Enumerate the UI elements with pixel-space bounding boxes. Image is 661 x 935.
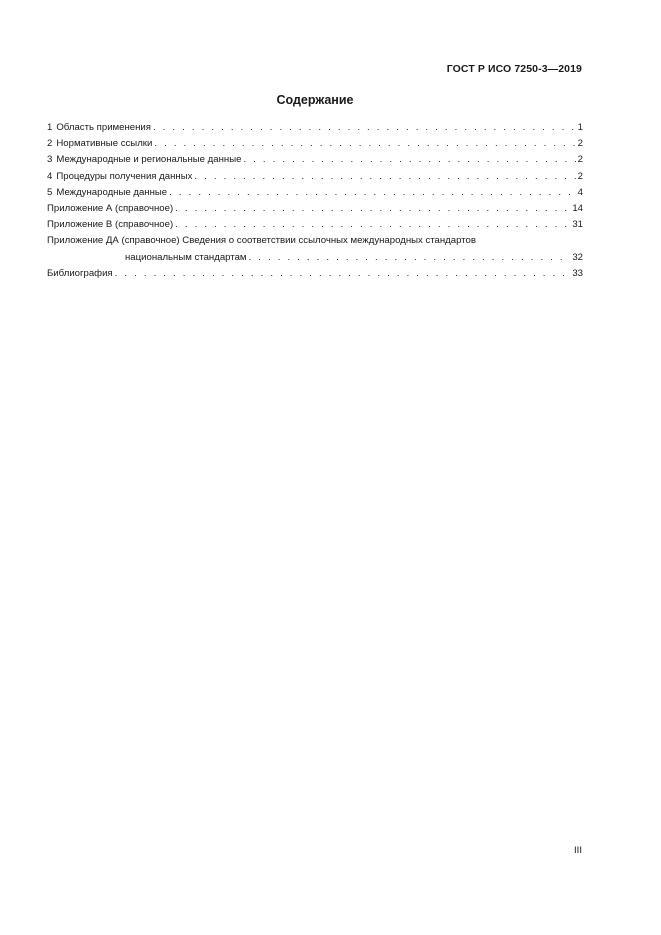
page-number: III: [574, 845, 582, 856]
toc-entry-page: 2: [577, 154, 583, 166]
leader-dots: [175, 217, 570, 233]
toc-entry-data-procedures[interactable]: [47, 169, 583, 185]
toc-entry-appendix-a[interactable]: [47, 201, 583, 217]
toc-entry-page: 14: [572, 203, 583, 215]
toc-entry-page: 2: [577, 170, 583, 182]
toc-entry-bibliography[interactable]: [47, 266, 583, 282]
toc-entry-page: 1: [577, 122, 583, 133]
toc-entry-scope[interactable]: [47, 120, 583, 136]
toc-entry-page: 4: [577, 186, 583, 198]
leader-dots: [243, 152, 575, 168]
toc-entry-international-data[interactable]: [47, 185, 583, 201]
toc-entry-label: Приложение В (справочное): [47, 219, 174, 231]
toc-entry-label: 2 Нормативные ссылки: [47, 138, 153, 150]
standard-code: ГОСТ Р ИСО 7250-3—2019: [446, 63, 582, 75]
leader-dots: [175, 201, 570, 217]
toc-entry-international-regional-data[interactable]: [47, 152, 583, 168]
toc-entry-normative-references[interactable]: [47, 136, 583, 152]
toc-entry-page: 32: [572, 251, 583, 263]
toc-entry-label: Приложение ДА (справочное) Сведения о соответствии ссылочных международных стандартов: [47, 235, 476, 247]
toc-entry-label: Приложение А (справочное): [47, 203, 174, 215]
toc-entry-label: 5 Международные данные: [47, 186, 168, 198]
toc-entry-label: 4 Процедуры получения данных: [47, 170, 193, 182]
toc-entry-label-continued: национальным стандартам: [125, 251, 247, 263]
toc-entry-label: 1 Область применения: [47, 122, 151, 133]
leader-dots: [154, 136, 575, 152]
toc-entry-appendix-b[interactable]: [47, 217, 583, 233]
leader-dots: [194, 169, 575, 185]
toc-entry-label: Библиография: [47, 267, 113, 279]
toc-entry-page: 33: [572, 267, 583, 279]
leader-dots: [153, 120, 576, 136]
leader-dots: [115, 266, 571, 282]
leader-dots: [249, 250, 571, 266]
toc-entry-page: 2: [577, 138, 583, 150]
leader-dots: [169, 185, 576, 201]
toc-title: Содержание: [276, 93, 354, 107]
toc-entry-label: 3 Международные и региональные данные: [47, 154, 242, 166]
table-of-contents: [47, 120, 583, 282]
toc-entry-page: 31: [572, 219, 583, 231]
toc-entry-appendix-da[interactable]: [47, 233, 583, 265]
